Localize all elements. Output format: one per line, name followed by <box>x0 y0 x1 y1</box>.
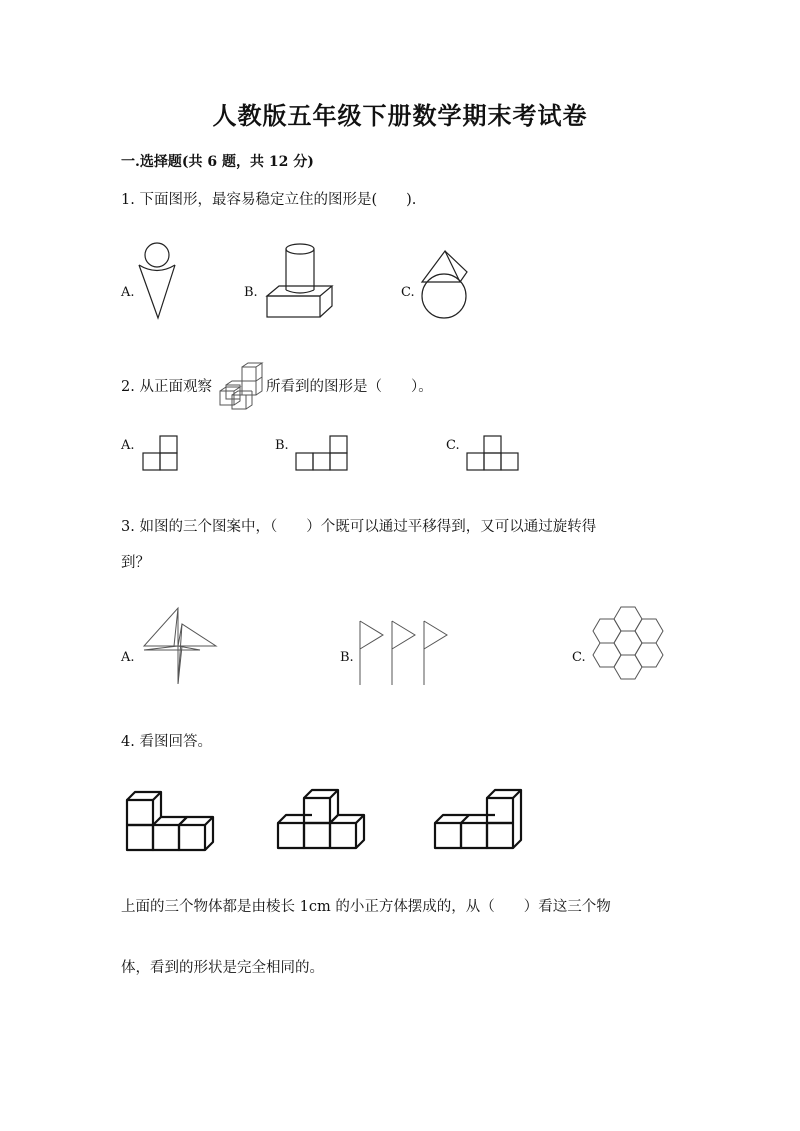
q2-figure-c-view <box>465 435 521 472</box>
question-4-followup-line1: 上面的三个物体都是由棱长 1cm 的小正方体摆成的，从（ ）看这三个物 <box>121 899 611 915</box>
question-3-text-line2: 到？ <box>121 555 150 571</box>
q4-figure-3-cubes <box>433 784 525 850</box>
q4-figure-1-cubes <box>125 788 217 852</box>
q1-option-a-label: A. <box>121 285 135 300</box>
section-heading: 一.选择题(共 6 题，共 12 分) <box>121 154 314 170</box>
question-4-followup-line2: 体，看到的形状是完全相同的。 <box>121 960 324 976</box>
q2-figure-b-view <box>294 435 350 472</box>
question-2-text-after: 所看到的图形是（ ）。 <box>266 379 433 395</box>
q1-figure-a-cone-ball <box>135 240 185 320</box>
q1-figure-c-pyramid-on-ball <box>418 244 473 322</box>
q2-figure-a-view <box>141 435 179 472</box>
q2-option-b-label: B. <box>275 438 289 453</box>
q3-figure-c-hexagons <box>588 604 668 688</box>
q3-option-c-label: C. <box>572 650 586 665</box>
q2-option-a-label: A. <box>121 438 135 453</box>
question-3-text-line1: 3. 如图的三个图案中，（ ）个既可以通过平移得到，又可以通过旋转得 <box>121 519 597 535</box>
page-title: 人教版五年级下册数学期末考试卷 <box>212 101 588 130</box>
question-2-text-before: 2. 从正面观察 <box>121 379 212 395</box>
question-4-text: 4. 看图回答。 <box>121 734 212 750</box>
q2-option-c-label: C. <box>446 438 460 453</box>
q3-figure-b-flags <box>356 619 452 687</box>
q3-option-a-label: A. <box>121 650 135 665</box>
q1-option-c-label: C. <box>401 285 415 300</box>
q3-option-b-label: B. <box>340 650 354 665</box>
q3-figure-a-pinwheel <box>140 604 220 688</box>
question-1-text: 1. 下面图形，最容易稳定立住的图形是( ). <box>121 192 417 208</box>
q1-option-b-label: B. <box>244 285 258 300</box>
q1-figure-b-cylinder-on-box <box>262 240 337 320</box>
q2-cube-stack-figure <box>218 363 264 413</box>
q4-figure-2-cubes <box>276 784 368 850</box>
